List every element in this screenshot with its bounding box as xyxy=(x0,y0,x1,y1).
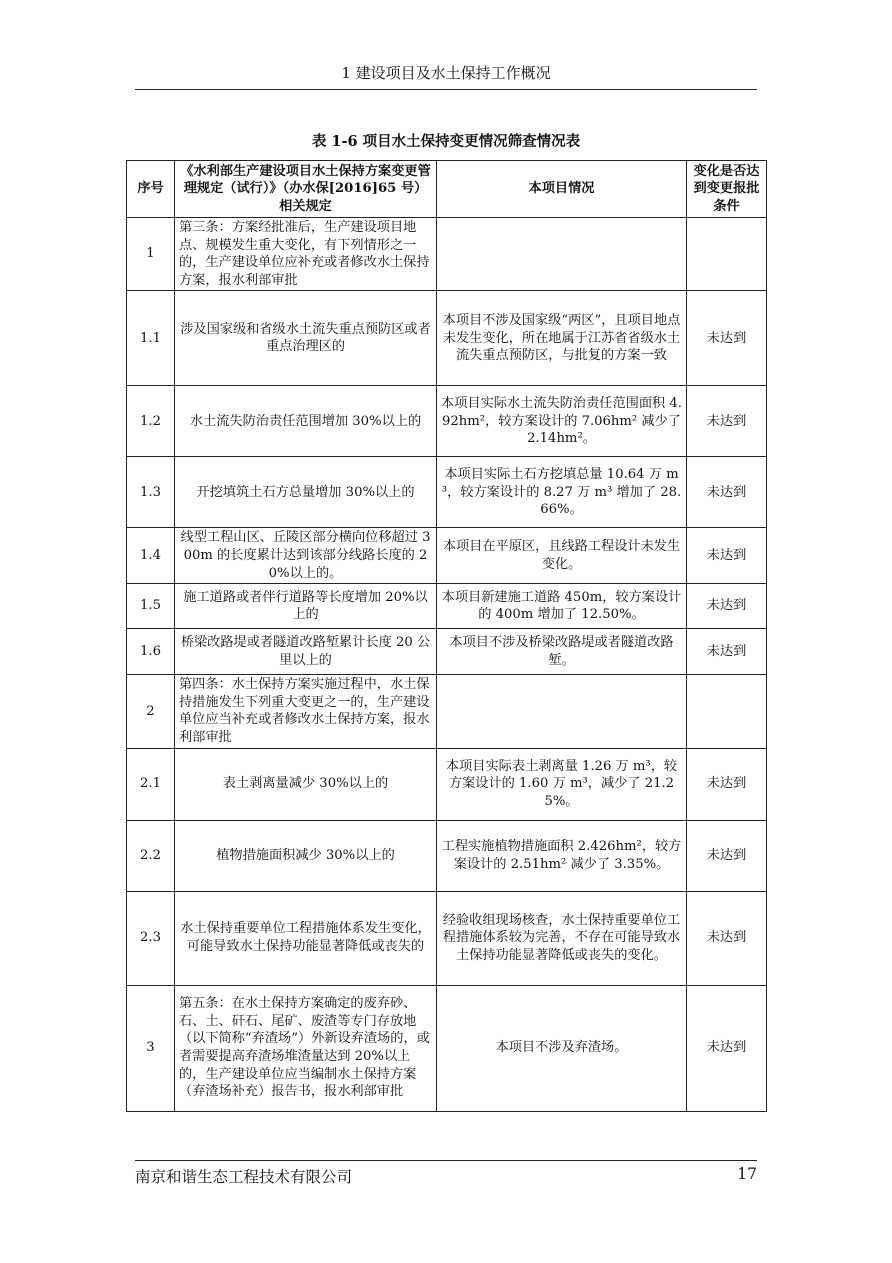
table-row xyxy=(127,820,767,891)
row-result: 未达到 xyxy=(687,457,767,528)
row-rule: 水土流失防治责任范围增加 30%以上的 xyxy=(175,386,437,457)
table-caption: 表 1-6 项目水土保持变更情况筛查情况表 xyxy=(311,133,581,150)
table-row xyxy=(127,748,767,820)
row-situation: 本项目实际土石方挖填总量 10.64 万 m³，较方案设计的 8.27 万 m³ 增加了 28.66%。 xyxy=(437,457,687,528)
page-number: 17 xyxy=(737,1165,757,1183)
row-rule: 第三条：方案经批准后，生产建设项目地点、规模发生重大变化，有下列情形之一的，生产建设单位应补充或者修改水土保持方案，报水利部审批 xyxy=(175,218,437,291)
row-result xyxy=(687,675,767,748)
row-num: 1 xyxy=(127,218,175,291)
table-header-row xyxy=(127,161,767,218)
row-situation: 本项目在平原区，且线路工程设计未发生变化。 xyxy=(437,528,687,584)
row-rule: 水土保持重要单位工程措施体系发生变化，可能导致水土保持功能显著降低或丧失的 xyxy=(175,891,437,985)
row-situation: 工程实施植物措施面积 2.426hm²，较方案设计的 2.51hm² 减少了 3.35%。 xyxy=(437,820,687,891)
row-situation: 经验收组现场核查，水土保持重要单位工程措施体系较为完善，不存在可能导致水土保持功能显著降低或丧失的变化。 xyxy=(437,891,687,985)
table-row xyxy=(127,291,767,386)
row-rule: 开挖填筑土石方总量增加 30%以上的 xyxy=(175,457,437,528)
table-row xyxy=(127,457,767,528)
row-situation: 本项目不涉及国家级“两区”，且项目地点未发生变化，所在地属于江苏省省级水土流失重点预防区，与批复的方案一致 xyxy=(437,291,687,386)
row-result: 未达到 xyxy=(687,985,767,1111)
row-num: 2 xyxy=(127,675,175,748)
row-result: 未达到 xyxy=(687,748,767,820)
row-result xyxy=(687,218,767,291)
table-row xyxy=(127,891,767,985)
row-num: 1.1 xyxy=(127,291,175,386)
header-situation: 本项目情况 xyxy=(437,161,687,218)
header-num: 序号 xyxy=(127,161,175,218)
header-result: 变化是否达到变更报批条件 xyxy=(687,161,767,218)
row-situation: 本项目实际表土剥离量 1.26 万 m³，较方案设计的 1.60 万 m³，减少了 21.25%。 xyxy=(437,748,687,820)
row-rule: 第五条：在水土保持方案确定的废弃砂、石、土、矸石、尾矿、废渣等专门存放地（以下简称“弃渣场”）外新设弃渣场的，或者需要提高弃渣场堆渣量达到 20%以上的，生产建设单位应当编制水土保持方案（弃渣场补充）报告书，报水利部审批 xyxy=(175,985,437,1111)
table-row xyxy=(127,629,767,675)
header-rule: 《水利部生产建设项目水土保持方案变更管理规定（试行）》（办水保[2016]65 号）相关规定 xyxy=(175,161,437,218)
table-row xyxy=(127,985,767,1111)
row-rule: 桥梁改路堤或者隧道改路堑累计长度 20 公里以上的 xyxy=(175,629,437,675)
row-situation: 本项目新建施工道路 450m，较方案设计的 400m 增加了 12.50%。 xyxy=(437,584,687,629)
row-situation xyxy=(437,218,687,291)
row-num: 2.3 xyxy=(127,891,175,985)
change-screening-table xyxy=(126,160,767,1112)
row-situation: 本项目实际水土流失防治责任范围面积 4.92hm²，较方案设计的 7.06hm² 减少了 2.14hm²。 xyxy=(437,386,687,457)
row-result: 未达到 xyxy=(687,629,767,675)
row-rule: 施工道路或者伴行道路等长度增加 20%以上的 xyxy=(175,584,437,629)
row-num: 1.5 xyxy=(127,584,175,629)
table-row xyxy=(127,584,767,629)
table-row xyxy=(127,218,767,291)
row-result: 未达到 xyxy=(687,291,767,386)
row-result: 未达到 xyxy=(687,386,767,457)
row-situation: 本项目不涉及弃渣场。 xyxy=(437,985,687,1111)
row-result: 未达到 xyxy=(687,528,767,584)
row-num: 1.6 xyxy=(127,629,175,675)
row-situation: 本项目不涉及桥梁改路堤或者隧道改路堑。 xyxy=(437,629,687,675)
row-num: 1.2 xyxy=(127,386,175,457)
row-result: 未达到 xyxy=(687,584,767,629)
page-header: 1 建设项目及水土保持工作概况 xyxy=(135,62,757,90)
table-row xyxy=(127,675,767,748)
row-num: 3 xyxy=(127,985,175,1111)
row-rule: 第四条：水土保持方案实施过程中，水土保持措施发生下列重大变更之一的，生产建设单位应当补充或者修改水土保持方案，报水利部审批 xyxy=(175,675,437,748)
row-result: 未达到 xyxy=(687,891,767,985)
row-rule: 涉及国家级和省级水土流失重点预防区或者重点治理区的 xyxy=(175,291,437,386)
row-num: 2.1 xyxy=(127,748,175,820)
row-num: 1.4 xyxy=(127,528,175,584)
row-rule: 植物措施面积减少 30%以上的 xyxy=(175,820,437,891)
row-num: 1.3 xyxy=(127,457,175,528)
table-row xyxy=(127,528,767,584)
row-rule: 表土剥离量减少 30%以上的 xyxy=(175,748,437,820)
row-rule: 线型工程山区、丘陵区部分横向位移超过 300m 的长度累计达到该部分线路长度的 20%以上的。 xyxy=(175,528,437,584)
row-situation xyxy=(437,675,687,748)
row-result: 未达到 xyxy=(687,820,767,891)
company-name: 南京和谐生态工程技术有限公司 xyxy=(135,1168,353,1186)
row-num: 2.2 xyxy=(127,820,175,891)
page-footer xyxy=(135,1160,757,1187)
table-row xyxy=(127,386,767,457)
